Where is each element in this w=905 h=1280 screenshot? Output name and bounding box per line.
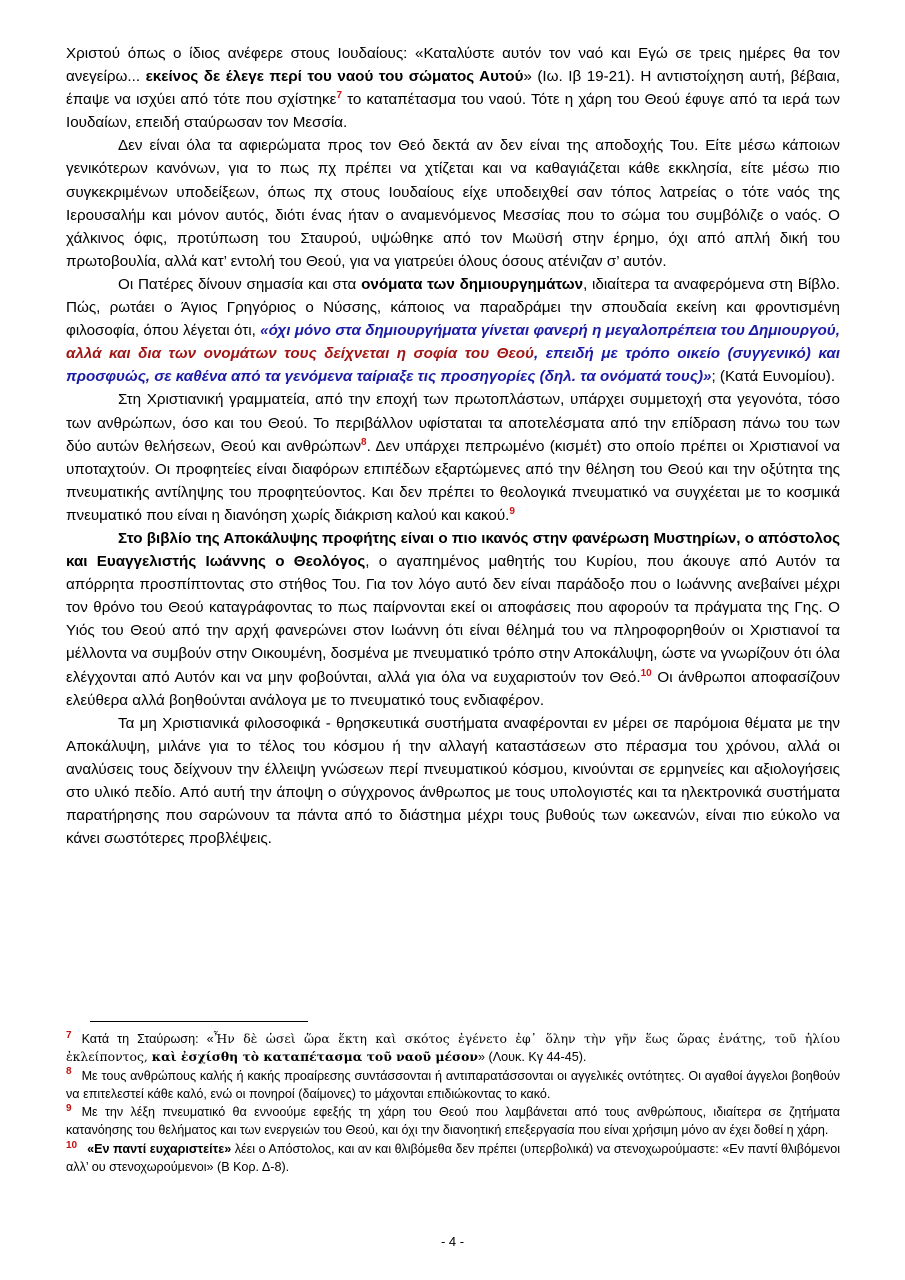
footnotes — [66, 1030, 840, 1176]
blue-quote: , επειδή με τρόπο οικείο (συγγενικό) και προσφυώς, σε καθένα από τα γενόμενα ταίριαξε τις προσηγορίες (δηλ. τα ονόματά τους)» — [66, 345, 841, 386]
paragraph — [66, 42, 840, 134]
page-number: - 4 - — [440, 1234, 465, 1249]
text: , ο αγαπημένος μαθητής του Κυρίου, που άκουγε από Αυτόν τα απόρρητα προσπίπτοντας στο στήθος Του. Για τον λόγο αυτό δεν είναι παράδοξο που ο Ιωάννης ανεβαίνει μέχρι τον θρόνο του Θεού καταγράφοντας το πως παίρνονται εκεί οι αποφάσεις που αφορούν τα πράγματα της Γης. Ο Υιός του Θεού από την αρχή φανερώνει στον Ιωάννη ότι είναι θέλημά του να πληροφορηθούν οι Χριστιανοί τα μέλλοντα να συμβούν στην Οικουμένη, δοσμένα με πνευματικό τρόπο στην Αποκάλυψη, ώστε να γνωρίζουν ότι όλα ελέγχονται από Αυτόν και να μην φοβούνται, αλλά για όλα να ευχαριστούν τον Θεό. — [66, 553, 840, 686]
footnote-ref[interactable]: 7 — [336, 90, 342, 102]
text: ; (Κατά Ευνομίου). — [711, 368, 836, 386]
text: Οι άνθρωποι αποφασίζουν ελεύθερα αλλά βοηθούνται ανάλογα με το πνευματικό τους ενδιαφέρον. — [66, 668, 840, 709]
footnote-number: 9 — [66, 1103, 72, 1114]
text: » (Ιω. Ιβ 19-21). Η αντιστοίχηση αυτή, βέβαια, έπαψε να ισχύει από τότε που σχίστηκε — [66, 68, 840, 109]
footnote-number: 8 — [66, 1066, 72, 1078]
footnote-number: 10 — [66, 1139, 78, 1151]
paragraph — [66, 273, 840, 388]
bold-quote: «Εν παντί ευχαριστείτε» — [87, 1141, 232, 1156]
blue-quote: «όχι μόνο στα δημιουργήματα γίνεται φανερή η μεγαλοπρέπεια του Δημιουργού, — [260, 322, 840, 340]
bold-phrase: ονόματα των δημιουργημάτων — [361, 275, 584, 293]
paragraph: Τα μη Χριστιανικά φιλοσοφικά - θρησκευτικά συστήματα αναφέρονται εν μέρει σε παρόμοια θέματα με την Αποκάλυψη, μιλάνε για το τέλος του κόσμου ή την αλλαγή καταστάσεων στο πέρασμα του χρόνου, αλλά οι αναλύσεις τους δείχνουν την έλλειψη γνώσεων περί πνευματικού κόσμου, κινούνται σε ερμηνείες και αξιολογήσεις στο υλικό πεδίο. Από αυτή την άποψη ο σύγχρονος άνθρωπος με τους υπολογιστές και τα ηλεκτρονικά συστήματα παρατήρησης που σαρώνουν τα πάντα από το διάστημα μέχρι τους βυθούς των ωκεανών, είναι πιο εύκολο να κάνει σωστότερες προβλέψεις. — [66, 714, 840, 848]
red-quote: αλλά και δια των ονομάτων τους δείχνεται η σοφία του Θεού — [66, 345, 535, 363]
footnote-ref[interactable]: 9 — [509, 505, 515, 517]
bold-quote: εκείνος δε έλεγε περί του ναού του σώματος Αυτού — [145, 68, 524, 86]
footnote — [66, 1067, 840, 1104]
text: Κατά τη Σταύρωση: « — [81, 1032, 214, 1046]
paragraph — [66, 388, 840, 527]
text: Με την λέξη πνευματικό θα εννοούμε εφεξής τη χάρη του Θεού που λαμβάνεται από τους ανθρώπους, ιδιαίτερα σε ζητήματα κατανόησης του θελήματος και των ενεργειών του Θεού, και όχι την διανοητική επεξεργασία που είναι χρήσιμη μόνο αν έχει δοθεί η χάρη. — [66, 1105, 840, 1138]
greek-quote-bold: καὶ ἐσχίσθη τὸ καταπέτασμα τοῦ ναοῦ μέσον — [151, 1049, 479, 1065]
text: Στη Χριστιανική γραμματεία, από την εποχή των πρωτοπλάστων, υπάρχει συμμετοχή στα γεγονότα, τόσο των ανθρώπων, όσο και του Θεού. Το περιβάλλον υφίσταται τα αποτελέσματα από την επίδραση πάνω του των δύο αυτών θελήσεων, Θεού και ανθρώπων — [66, 391, 840, 455]
footnote — [66, 1030, 840, 1067]
footnote-ref[interactable]: 8 — [361, 436, 367, 448]
text: » (Λουκ. Κγ 44-45). — [478, 1050, 587, 1065]
text: Οι Πατέρες δίνουν σημασία και στα — [118, 275, 362, 293]
text: , ιδιαίτερα τα αναφερόμενα στη Βίβλο. Πώς, ρωτάει ο Άγιος Γρηγόριος ο Νύσσης, κάποιος να παραδράμει την σπουδαία εκείνη και φροντισμένη φιλοσοφία, όπου λέγεται ότι, — [66, 275, 840, 340]
text: Με τους ανθρώπους καλής ή κακής προαίρεσης συντάσσονται ή αντιπαρατάσσονται οι αγγελικές οντότητες. Οι αγαθοί άγγελοι βοηθούν να επιτελεστεί κάθε καλό, ενώ οι πονηροί (δαίμονες) το μάχονται επιδιώκοντας το κακό. — [66, 1068, 840, 1101]
text: λέει ο Απόστολος, και αν και θλιβόμεθα δεν πρέπει (υπερβολικά) να στενοχωρούμαστε: «Εν παντί θλιβόμενοι αλλ’ ου στενοχωρούμενοι» (Β Κορ. Δ-8). — [66, 1141, 840, 1175]
greek-quote: Ἦν δὲ ὡσεὶ ὥρα ἕκτη καὶ σκότος ἐγένετο ἐφ᾽ ὅλην τὴν γῆν ἕως ὥρας ἐνάτης, τοῦ ἡλίου ἐκλείποντος, — [66, 1031, 840, 1065]
footnote — [66, 1103, 840, 1140]
footnote-number: 7 — [66, 1029, 72, 1041]
footnote-separator — [90, 1021, 308, 1022]
text: . Δεν υπάρχει πεπρωμένο (κισμέτ) στο οποίο πρέπει οι Χριστιανοί να υποταχτούν. Οι προφητείες είναι διαφόρων επιπέδων εξαρτώμενες από την θέληση του Θεού και την οξύτητα της πνευματικής αντίληψης του προφητεύοντος. Και δεν πρέπει το θεολογικά πνευματικό να συγχέεται με το κοσμικά πνευματικό που είναι η διανόηση χωρίς διάκριση καλού και κακού. — [66, 437, 840, 524]
text: Χριστού όπως ο ίδιος ανέφερε στους Ιουδαίους: «Καταλύστε αυτόν τον ναό και Εγώ σε τρεις ημέρες θα τον ανεγείρω... — [66, 45, 840, 86]
text: το καταπέτασμα του ναού. Τότε η χάρη του Θεού έφυγε από τα ιερά των Ιουδαίων, επειδή σταύρωσαν τον Μεσσία. — [66, 91, 840, 132]
footnote-ref[interactable]: 10 — [640, 667, 652, 679]
footnote — [66, 1140, 840, 1177]
main-text — [66, 42, 840, 850]
paragraph — [66, 527, 840, 712]
paragraph: Δεν είναι όλα τα αφιερώματα προς τον Θεό δεκτά αν δεν είναι της αποδοχής Του. Είτε μέσω κάποιων γενικότερων κανόνων, για το πως πχ πρέπει να χτίζεται και να καθαγιάζεται κάθε εκκλησία, είτε μέσω πιο συγκεκριμένων υποδείξεων, όπως πχ στους Ιουδαίους είχε υποδειχθεί σαν τόπος λατρείας ο τότε ναός της Ιερουσαλήμ και μόνον αυτός, διότι ένας ήταν ο αναμενόμενος Μεσσίας που το σώμα του συμβόλιζε ο ναός. Ο χάλκινος όφις, προτύπωση του Σταυρού, υψώθηκε από τον Μωϋσή στην έρημο, όχι από απλή δική του πρωτοβουλία, αλλά κατ’ εντολή του Θεού, για να γιατρεύει όλους όσους ατένιζαν σ’ αυτόν. — [66, 137, 840, 270]
bold-phrase: Στο βιβλίο της Αποκάλυψης προφήτης είναι ο πιο ικανός στην φανέρωση Μυστηρίων, ο απόστολος και Ευαγγελιστής Ιωάννης ο Θεολόγος — [66, 529, 840, 571]
